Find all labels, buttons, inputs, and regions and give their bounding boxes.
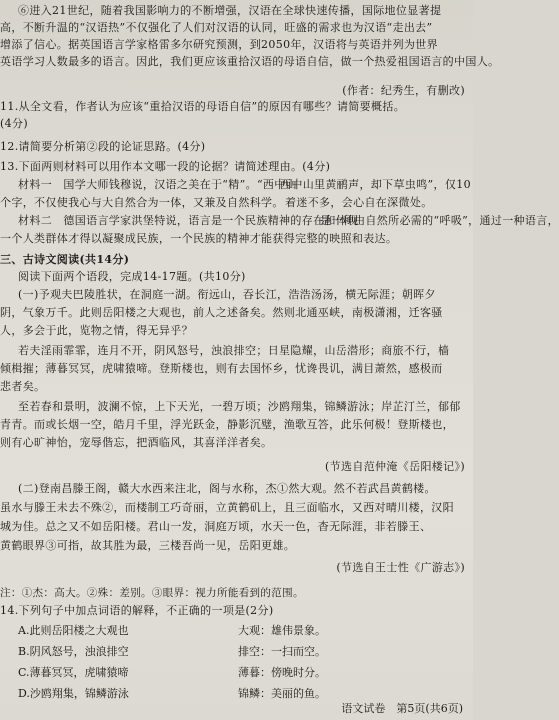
section-3-title: 三、古诗文阅读: [0, 253, 80, 266]
material-2-line-1-end: 是一种由自然所必需的“呼吸”，通过一种语言，: [320, 214, 559, 227]
material-1-line-2: 个字，不仅使我心与大自然合为一体，又兼及自然科学。: [0, 196, 284, 209]
para6-line-1: ⑥进入21世纪，随着我国影响力的不断增强，汉语在全球快速传播，国际地位显著提: [18, 4, 442, 17]
section-3-score: (共14分): [79, 253, 130, 266]
q14-option-d-gloss: 锦鳞：美丽的鱼。: [238, 687, 326, 700]
q14-option-a[interactable]: A.此则岳阳楼之大观也: [18, 624, 129, 637]
passage2-source: (节选自王士性《广游志》): [336, 561, 465, 574]
passage2-line-2: 虽水与滕王未去不殊②，而楼制工巧奇丽，立黄鹤矶上，且三面临水，又西对晴川楼，汉阳: [0, 501, 454, 514]
question-11: 11.从全文看，作者认为应该“重拾汉语的母语自信”的原因有哪些？请简要概括。: [0, 100, 406, 113]
question-11-score: (4分): [0, 117, 28, 130]
section-3-instruction: 阅读下面两个语段，完成14-17题。(共10分): [18, 270, 246, 283]
material-2-line-1: 材料二 德国语言学家洪堡特说，语言是一个民族精神的存在和体现: [18, 214, 359, 227]
question-13: 13.下面两则材料可以用作本文哪一段的论据？请简述理由。(4分): [0, 160, 331, 173]
q14-option-c-gloss: 薄暮：傍晚时分。: [238, 666, 326, 679]
q14-option-b-gloss: 排空：一扫而空。: [238, 645, 326, 658]
passage1-line-7: 至若春和景明，波澜不惊，上下天光，一碧万顷；沙鸥翔集，锦鳞游泳；岸芷汀兰，郁郁: [18, 400, 461, 413]
passage1-line-9: 则有心旷神怡，宠辱偕忘，把酒临风，其喜洋洋者矣。: [0, 436, 273, 449]
q14-option-d[interactable]: D.沙鸥翔集，锦鳞游泳: [18, 687, 129, 700]
annotation-notes: 注：①杰：高大。②殊：差别。③眼界：视力所能看到的范围。: [0, 587, 304, 599]
section-3-heading: [0, 253, 473, 267]
question-14: 14.下列句子中加点词语的解释，不正确的一项是(2分): [0, 604, 274, 617]
passage1-line-2: 阴，气象万千。此则岳阳楼之大观也，前人之述备矣。然则北通巫峡，南极潇湘，迁客骚: [0, 306, 443, 319]
material-1-line-2-end: 着迷不多，会心自在深微处。: [285, 196, 433, 209]
page-footer: 语文试卷 第5页(共6页): [341, 702, 463, 715]
para6-line-3: 增添了信心。据英国语言学家格雷多尔研究预测，到2050年，汉语将与英语并列为世界: [0, 38, 438, 51]
question-12: 12.请简要分析第②段的论证思路。(4分): [0, 140, 206, 153]
passage1-line-5: 倾楫摧；薄暮冥冥，虎啸猿啼。登斯楼也，则有去国怀乡，忧谗畏讥，满目萧然，感极而: [0, 362, 443, 375]
para6-line-4: 英语学习人数最多的语言。因此，我们更应该重拾汉语的母语自信，做一个热爱祖国语言的中国人。: [0, 55, 500, 68]
passage1-line-1: (一)予观夫巴陵胜状，在洞庭一湖。衔远山，吞长江，浩浩汤汤，横无际涯；朝晖夕: [18, 288, 436, 301]
material-1-line-1: 材料一 国学大师钱穆说，汉语之美在于“精”。“西中山: [18, 178, 297, 191]
passage2-line-4: 黄鹤眼界③可指，故其胜为最，三楼吾尚一见，岳阳更雄。: [0, 539, 296, 552]
q14-option-c[interactable]: C.薄暮冥冥，虎啸猿啼: [18, 666, 129, 679]
passage1-line-4: 若夫淫雨霏霏，连月不开，阴风怒号，浊浪排空；日星隐耀，山岳潜形；商旅不行，樯: [18, 344, 450, 357]
q14-option-a-gloss: 大观：雄伟景象。: [238, 624, 326, 637]
passage1-line-3: 人，多会于此，览物之情，得无异乎？: [0, 324, 193, 337]
para6-line-2: 高，不断升温的“汉语热”不仅强化了人们对汉语的认同，旺盛的需求也为汉语“走出去”: [0, 21, 433, 34]
passage1-source: (节选自范仲淹《岳阳楼记》): [325, 460, 465, 473]
passage2-line-1: (二)登南昌滕王阁，赣大水西来注北，阁与水称，杰①然大观。然不若武昌黄鹤楼。: [18, 482, 436, 495]
material-1-line-1-end: 西中山里黄鹂声，却下草虫鸣”，仅10: [280, 178, 471, 191]
passage1-line-8: 青青。而或长烟一空，皓月千里，浮光跃金，静影沉璧，渔歌互答，此乐何极！登斯楼也，: [0, 418, 454, 431]
q14-option-b[interactable]: B.阴风怒号，浊浪排空: [18, 645, 129, 658]
passage1-line-6: 悲者矣。: [0, 380, 46, 393]
passage2-line-3: 城为佳。总之又不如岳阳楼。君山一发，洞庭万顷，水天一色，杳无际涯，非若滕王、: [0, 520, 432, 533]
author-credit: (作者：纪秀生，有删改): [342, 84, 465, 97]
material-2-line-2: 一个人类群体才得以凝聚成民族，一个民族的精神才能获得完整的映照和表达。: [0, 232, 398, 245]
